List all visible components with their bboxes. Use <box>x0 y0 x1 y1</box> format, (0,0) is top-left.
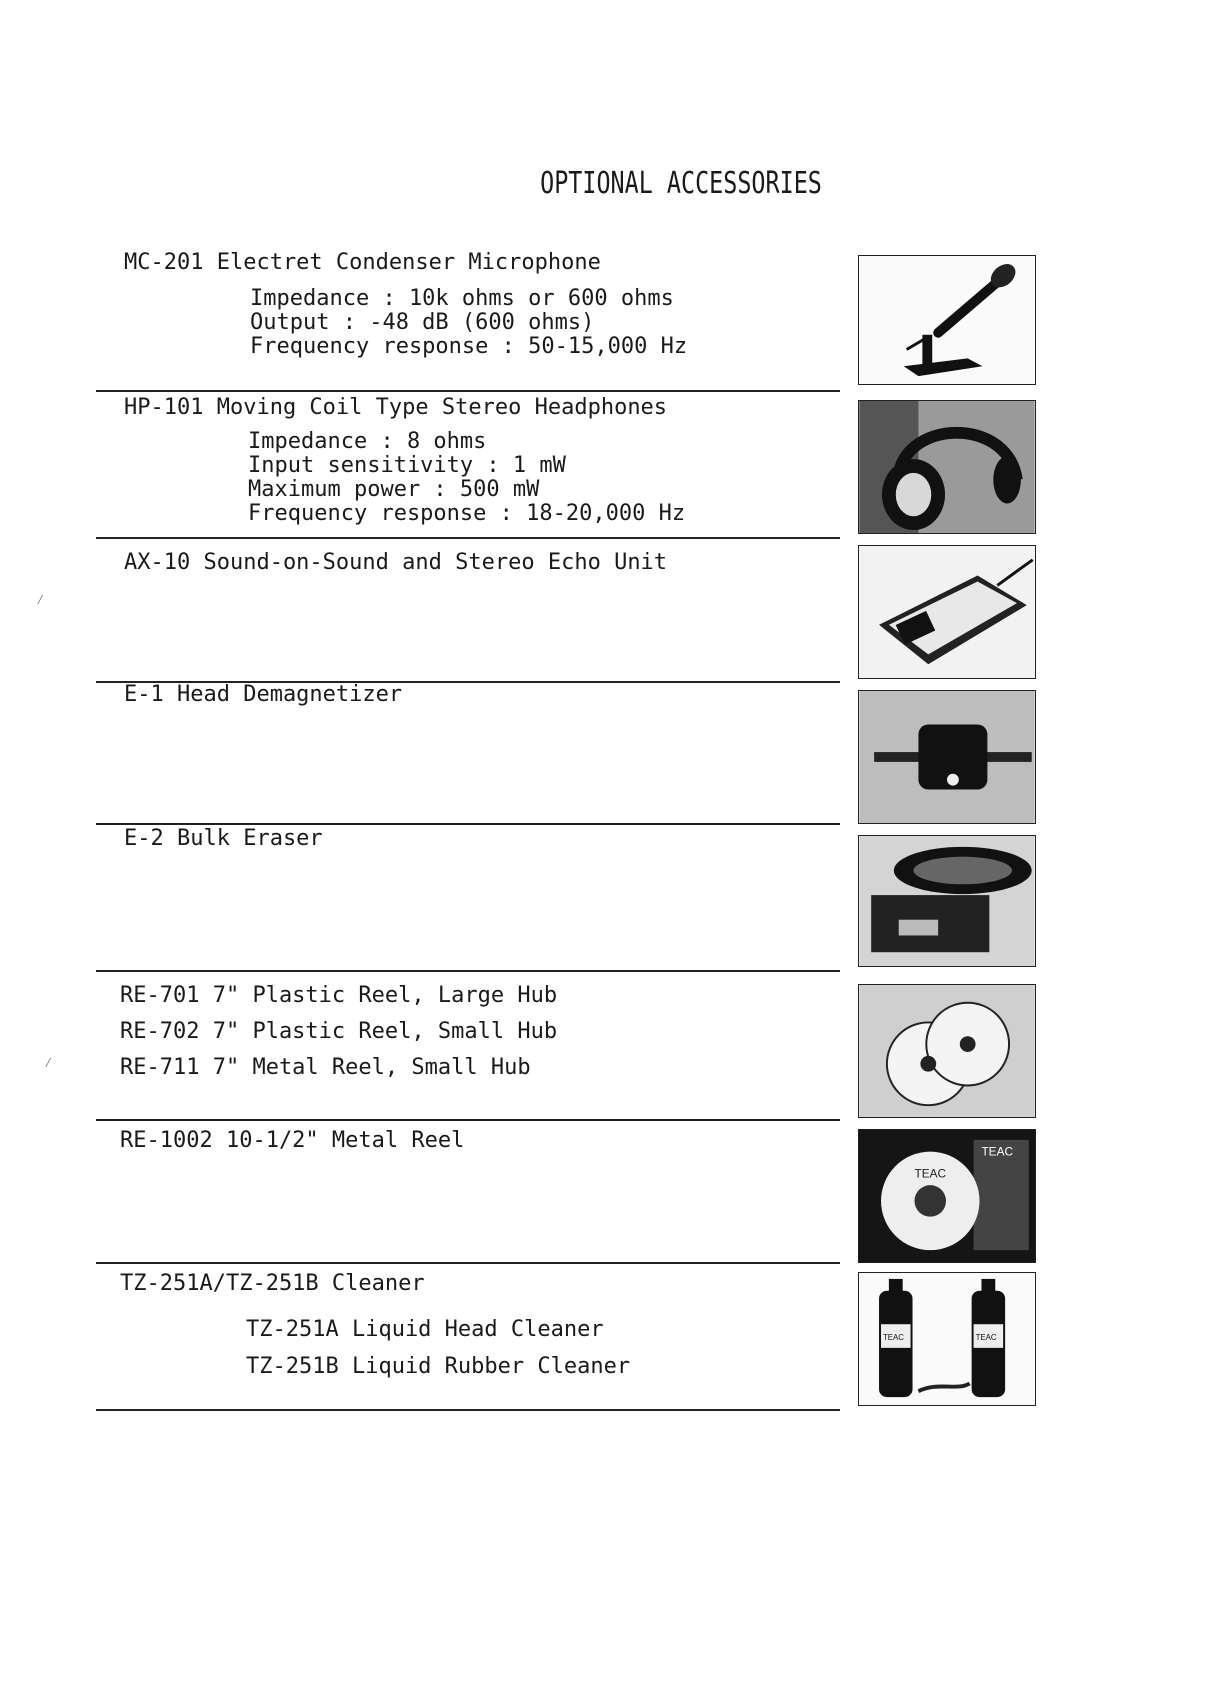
echo-unit-photo <box>858 545 1036 679</box>
spec-line: Output : -48 dB (600 ohms) <box>250 310 595 335</box>
microphone-photo <box>858 255 1036 385</box>
headphones-photo <box>858 400 1036 534</box>
svg-text:TEAC: TEAC <box>981 1144 1013 1159</box>
accessory-title: HP-101 Moving Coil Type Stereo Headphones <box>124 395 668 420</box>
section-divider <box>96 1409 840 1411</box>
headphones-icon <box>859 401 1035 533</box>
sub-item: TZ-251B Liquid Rubber Cleaner <box>246 1354 631 1379</box>
demagnetizer-icon <box>859 691 1035 823</box>
sub-item: TZ-251A Liquid Head Cleaner <box>246 1317 604 1342</box>
cleaner-bottles-photo <box>858 1272 1036 1406</box>
tape-reels-photo <box>858 984 1036 1118</box>
tape-reels-icon <box>859 985 1035 1117</box>
spec-list <box>250 287 687 359</box>
reel-list <box>120 978 557 1086</box>
reel-line: RE-711 7" Metal Reel, Small Hub <box>120 1055 531 1080</box>
section-divider <box>96 1262 840 1264</box>
accessory-title: E-1 Head Demagnetizer <box>124 682 403 707</box>
metal-reel-icon <box>859 1130 1035 1262</box>
spec-line: Frequency response : 18-20,000 Hz <box>248 501 686 526</box>
svg-text:TEAC: TEAC <box>914 1166 947 1181</box>
accessory-title: AX-10 Sound-on-Sound and Stereo Echo Unit <box>124 550 668 575</box>
bulk-eraser-photo <box>858 835 1036 967</box>
svg-text:TEAC: TEAC <box>975 1332 997 1342</box>
cleaner-bottles-icon <box>859 1273 1035 1405</box>
spec-list <box>248 430 685 526</box>
echo-unit-icon <box>859 546 1035 678</box>
spec-line: Input sensitivity : 1 mW <box>248 453 566 478</box>
scan-mark: ⁄ <box>36 592 45 608</box>
spec-line: Maximum power : 500 mW <box>248 477 540 502</box>
accessory-title: E-2 Bulk Eraser <box>124 826 323 851</box>
section-divider <box>96 390 840 392</box>
accessory-title: MC-201 Electret Condenser Microphone <box>124 250 601 275</box>
spec-line: Frequency response : 50-15,000 Hz <box>250 334 688 359</box>
metal-reel-photo <box>858 1129 1036 1263</box>
bulk-eraser-icon <box>859 836 1035 966</box>
sub-item-list <box>246 1311 630 1385</box>
reel-line: RE-701 7" Plastic Reel, Large Hub <box>120 983 558 1008</box>
page-title: OPTIONAL ACCESSORIES <box>540 166 822 201</box>
accessory-title: RE-1002 10-1/2" Metal Reel <box>120 1128 465 1153</box>
microphone-icon <box>859 256 1035 384</box>
section-divider <box>96 970 840 972</box>
demagnetizer-photo <box>858 690 1036 824</box>
svg-text:TEAC: TEAC <box>882 1332 904 1342</box>
scan-mark: ⁄ <box>44 1055 53 1071</box>
section-divider <box>96 823 840 825</box>
section-divider <box>96 1119 840 1121</box>
accessory-title: TZ-251A/TZ-251B Cleaner <box>120 1271 425 1296</box>
section-divider <box>96 537 840 539</box>
reel-line: RE-702 7" Plastic Reel, Small Hub <box>120 1019 558 1044</box>
spec-line: Impedance : 10k ohms or 600 ohms <box>250 286 674 311</box>
spec-line: Impedance : 8 ohms <box>248 429 487 454</box>
